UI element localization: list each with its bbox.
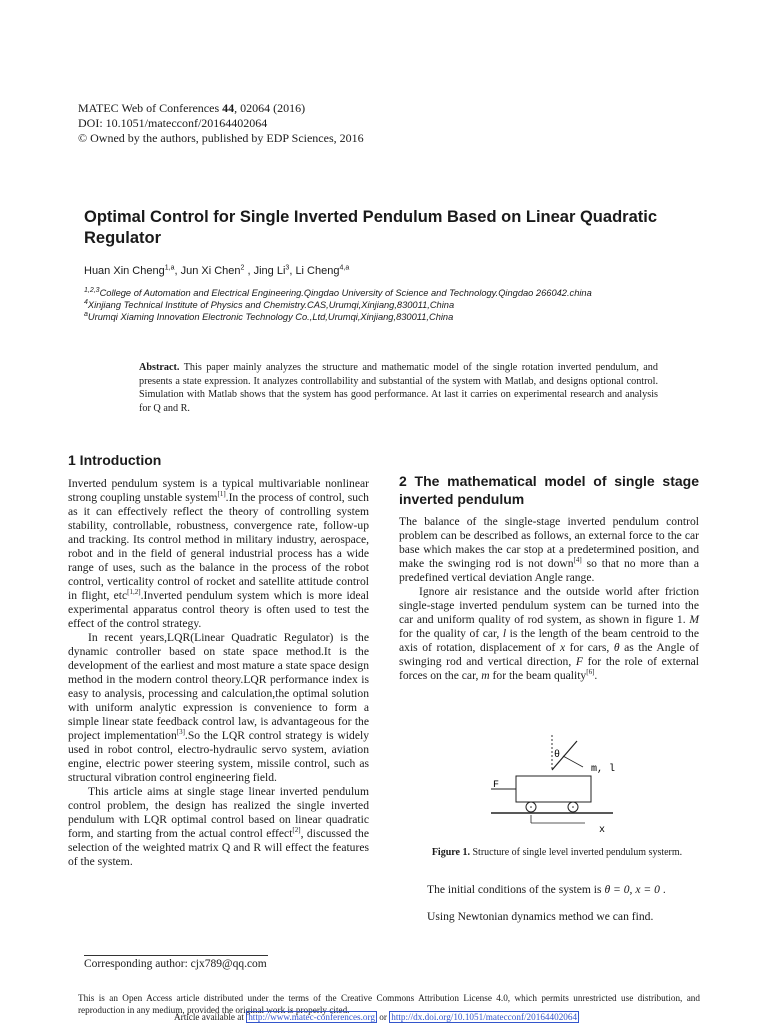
force-label: F [493, 780, 500, 791]
paper-title: Optimal Control for Single Inverted Pendulum Based on Linear Quadratic Regulator [84, 208, 657, 247]
wheel-axle [572, 806, 574, 808]
doi-link[interactable]: http://dx.doi.org/10.1051/matecconf/20164402064 [391, 1012, 578, 1022]
doi-line: DOI: 10.1051/matecconf/20164402064 [78, 116, 268, 130]
cart-body [516, 776, 591, 802]
abstract [139, 361, 658, 415]
newton-line: Using Newtonian dynamics method we can find. [427, 910, 654, 923]
x-label: x [599, 825, 606, 836]
journal-citation: MATEC Web of Conferences 44, 02064 (2016) [78, 101, 306, 115]
author: Huan Xin Cheng$^{1,a}$, [84, 264, 181, 277]
affiliation: $^4$Xinjiang Technical Institute of Physics and Chemistry.CAS,Urumqi,Xinjiang,830011,China [84, 298, 455, 310]
initial-equation: θ = 0, x = 0 [604, 883, 660, 896]
ml-label: m, l [591, 764, 616, 775]
affiliations [84, 287, 724, 323]
section-1-heading: 1 Introduction [68, 452, 162, 468]
article-availability: Article available at http://www.matec-conferences.org or http://dx.doi.org/10.1051/matecconf/20164402064 [174, 1012, 578, 1022]
abstract-label: Abstract. [139, 362, 180, 373]
right-column-top [399, 515, 699, 683]
paragraph: Ignore air resistance and the outside world after friction single-stage inverted pendulum system can be turned into the car and uniform quality of rod system, as shown in figure 1. M for the quality of car, l is the length of the beam centroid to the axis of rotation, displacement of x for cars, θ as the Angle of swinging rod and vertical direction, F for the role of external forces on the car, m for the beam quality[6]. [399, 585, 700, 682]
matec-link[interactable]: http://www.matec-conferences.org [248, 1012, 375, 1022]
theta-label: θ [554, 750, 561, 761]
pendulum-figure [485, 735, 625, 840]
rod-label-pointer [563, 756, 583, 767]
author: Jing Li$^3$, [253, 264, 296, 277]
figure-caption: Figure 1. Structure of single level inverted pendulum systerm. [431, 847, 683, 858]
author: Li Cheng$^{4,a}$ [295, 264, 350, 277]
abstract-text: This paper mainly analyzes the structure and mathematic model of the single rotation inverted pendulum, and presents a state expression. It analyzes controllability and substantial of the system with Matlab, and designs optional control. Simulation with Matlab shows that the system has good performance. At last it carries on experimental research and analysis for Q and R. [139, 362, 658, 414]
license-notice: This is an Open Access article distributed under the terms of the Creative Commons Attribution License 4.0, which permits unrestricted use distribution, and reproduction in any medium, provided the original work is properly cited. [78, 993, 700, 1015]
paragraph: This article aims at single stage linear inverted pendulum control problem, the design has realized the single inverted pendulum with LQR optimal control based on linear quadratic form, and starting from the actual control effect[2], discussed the selection of the weighted matrix Q and R will effect the features of the system. [68, 785, 369, 868]
corresponding-author: Corresponding author: cjx789@qq.com [84, 958, 267, 970]
left-column [68, 477, 369, 869]
affiliation: $^a$Urumqi Xiaming Innovation Electronic Technology Co.,Ltd,Urumqi,Xinjiang,830011,China [84, 310, 454, 322]
journal-header [78, 101, 438, 146]
affiliation: $^{1,2,3}$College of Automation and Electrical Engineering.Qingdao University of Science and Technology.Qingdao 266042.china [84, 286, 592, 298]
copyright-line: © Owned by the authors, published by EDP Sciences, 2016 [78, 131, 364, 145]
paragraph: Inverted pendulum system is a typical multivariable nonlinear strong coupling unstable system[1].In the process of control, such as it can effectively reflect the theory of controlling system stability, controllable, robustness, convergence rate, follow-up and tracking. Its control method in military industry, aerospace, robot and in the field of general industrial process has a wide range of uses, such as the balance in the process of the robot control, verticality control of rocket and satellite attitude control in flight, etc[1,2].Inverted pendulum system which is more ideal experimental apparatus control theory is often used to test the effect of the control strategy. [68, 477, 369, 630]
author-list [84, 265, 684, 277]
paragraph: The balance of the single-stage inverted pendulum control problem can be described as follows, an external force to the car base which makes the car stop at a predetermined position, and make the swinging rod is not down[4] so that no more than a predefined vertical deviation Angle range. [399, 515, 699, 584]
footnote-rule [84, 955, 268, 956]
section-2-heading: 2 The mathematical model of single stage inverted pendulum [399, 473, 699, 507]
initial-conditions: The initial conditions of the system is θ = 0, x = 0 . [427, 883, 666, 896]
wheel-axle [530, 806, 532, 808]
paragraph: In recent years,LQR(Linear Quadratic Regulator) is the dynamic controller based on state space method.It is the development of the earliest and most mature a state space design method in the modern control theory.LQR performance index is easy to analysis, processing and calculation,the optimal solution with uniform analytic expression is convenience to form a simple linear state feedback control law, is advantageous for the project implementation[3].So the LQR control strategy is widely used in robot control, electro-hydraulic servo system, aviation engine, electric power steering system, missile control, such as structural vibration control engineering field. [68, 631, 369, 784]
author: Jun Xi Chen$^2$ , [180, 264, 254, 277]
